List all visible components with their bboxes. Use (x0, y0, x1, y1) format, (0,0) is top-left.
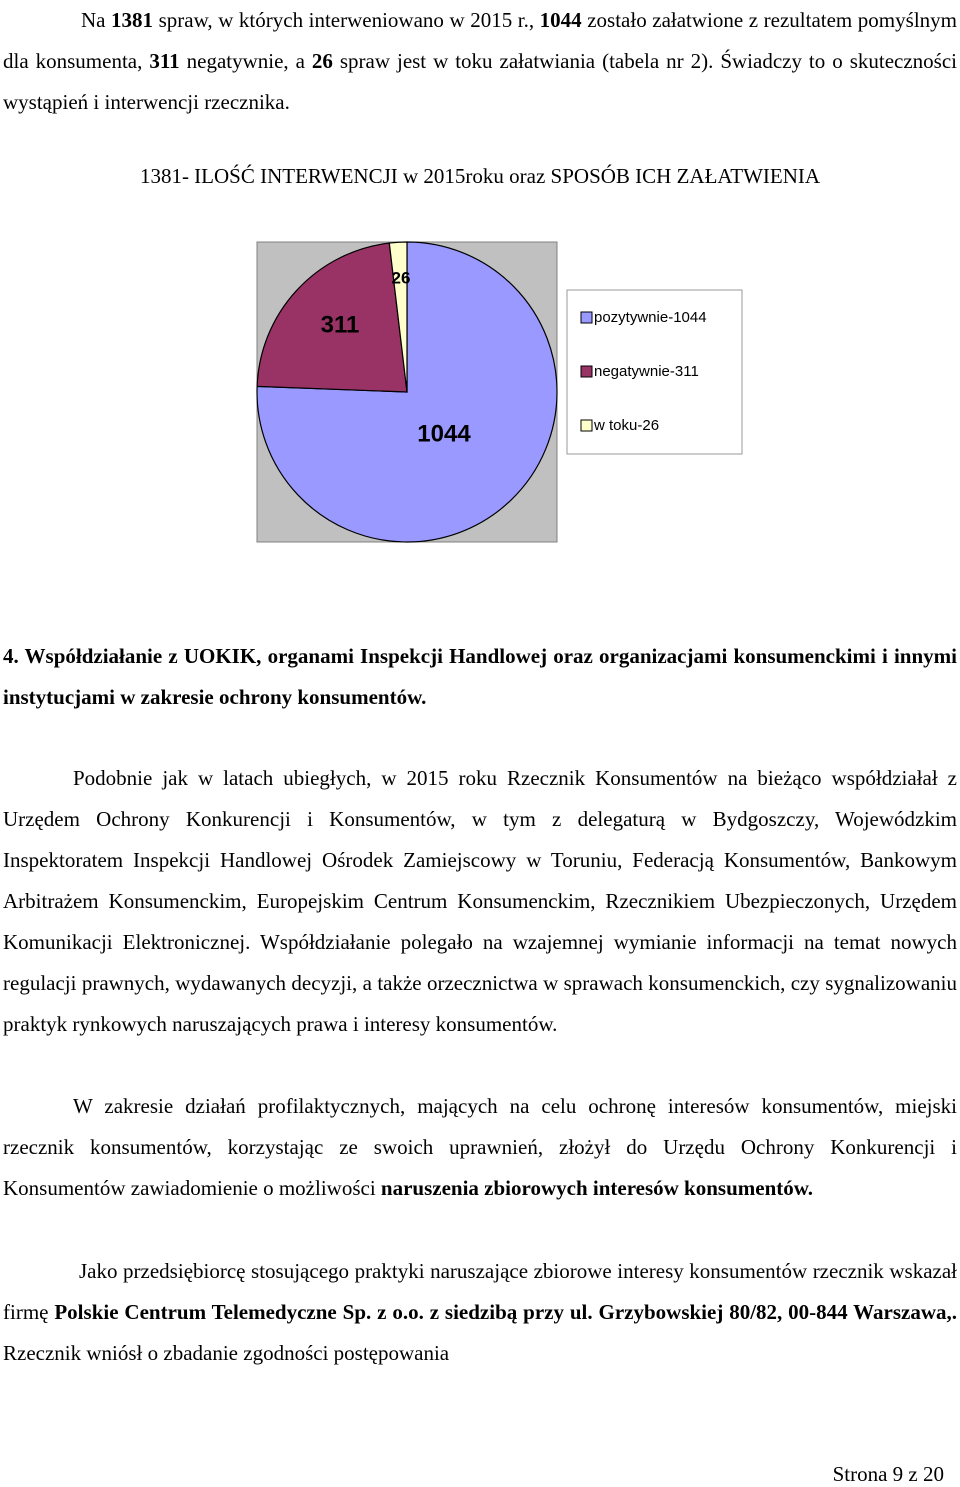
chart-title: 1381- ILOŚĆ INTERWENCJI w 2015roku oraz SPOSÓB ICH ZAŁATWIENIA (139, 164, 821, 188)
chart-legend (567, 290, 742, 454)
legend-label: pozytywnie-1044 (594, 308, 707, 326)
pie-data-label: 311 (320, 311, 360, 339)
pie-chart (0, 0, 960, 600)
paragraph-preventive-actions: W zakresie działań profilaktycznych, mających na celu ochronę interesów konsumentów, miejski rzecznik konsumentów, korzystając ze swoich uprawnień, złożył do Urzędu Ochrony Konkurencji i Konsumentów zawiadomienie o możliwości naruszenia zbiorowych interesów konsumentów. (3, 1094, 957, 1200)
paragraph-cooperation: Podobnie jak w latach ubiegłych, w 2015 roku Rzecznik Konsumentów na bieżąco współdziałał z Urzędem Ochrony Konkurencji i Konsumentów, w tym z delegaturą w Bydgoszczy, Wojewódzkim Inspektoratem Inspekcji Handlowej Ośrodek Zamiejscowy w Toruniu, Federacją Konsumentów, Bankowym Arbitrażem Konsumenckim, Europejskim Centrum Konsumenckim, Rzecznikiem Ubezpieczonych, Urzędem Komunikacji Elektronicznej. Współdziałanie polegało na wzajemnej wymianie informacji na temat nowych regulacji prawnych, wydawanych decyzji, a także orzecznictwa w sprawach konsumenckich, czy sygnalizowaniu praktyk rynkowych naruszających prawa i interesy konsumentów. (3, 766, 957, 1036)
page-number: Strona 9 z 20 (832, 1462, 944, 1486)
legend-swatch (581, 420, 592, 431)
pie-data-label: 26 (391, 268, 411, 288)
pie-data-label: 1044 (417, 420, 471, 448)
paragraph-company: Jako przedsiębiorcę stosującego praktyki naruszające zbiorowe interesy konsumentów rzecznik wskazał firmę Polskie Centrum Telemedyczne Sp. z o.o. z siedzibą przy ul. Grzybowskiej 80/82, 00-844 Warszawa,. Rzecznik wniósł o zbadanie zgodności postępowania (3, 1259, 957, 1365)
intro-paragraph: Na 1381 spraw, w których interweniowano w 2015 r., 1044 zostało załatwione z rezultatem pomyślnym dla konsumenta, 311 negatywnie, a 26 spraw jest w toku załatwiania (tabela nr 2). Świadczy to o skuteczności wystąpień i interwencji rzecznika. (3, 8, 957, 114)
legend-swatch (581, 312, 592, 323)
legend-label: w toku-26 (594, 416, 660, 434)
legend-swatch (581, 366, 592, 377)
legend-label: negatywnie-311 (594, 362, 699, 380)
section-heading: 4. Współdziałanie z UOKIK, organami Inspekcji Handlowej oraz organizacjami konsumenckimi i innymi instytucjami w zakresie ochrony konsumentów. (3, 644, 957, 709)
